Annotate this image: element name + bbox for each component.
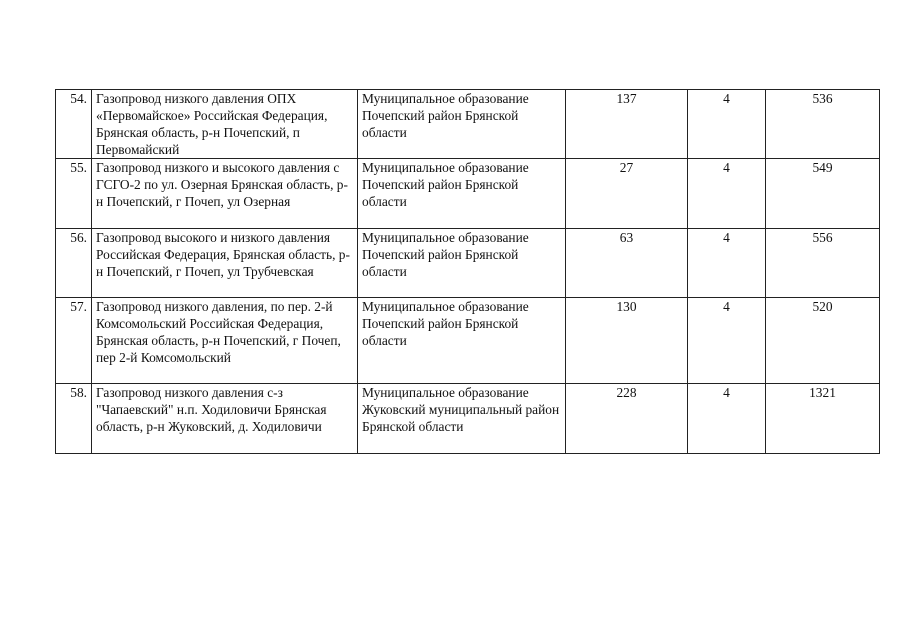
owner-name-text: Муниципальное образование Почепский район Брянской области — [362, 91, 529, 140]
object-name — [92, 159, 358, 229]
table-row — [56, 384, 880, 454]
object-name-text: Газопровод высокого и низкого давления Российская Федерация, Брянская область, р-н Почепский, г Почеп, ул Трубчевская — [96, 230, 350, 279]
owner-name — [358, 159, 566, 229]
table-row — [56, 159, 880, 229]
row-number: 56. — [56, 229, 92, 298]
row-number: 55. — [56, 159, 92, 229]
owner-name — [358, 90, 566, 159]
value-cell-1: 130 — [566, 298, 688, 384]
object-name-text: Газопровод низкого и высокого давления с ГСГО-2 по ул. Озерная Брянская область, р-н Почепский, г Почеп, ул Озерная — [96, 160, 348, 209]
gas-pipeline-registry-table — [55, 89, 880, 454]
value-cell-2: 4 — [688, 90, 766, 159]
object-name-text: Газопровод низкого давления с-з "Чапаевский" н.п. Ходиловичи Брянская область, р-н Жуковский, д. Ходиловичи — [96, 385, 327, 434]
table-row — [56, 298, 880, 384]
object-name-text: Газопровод низкого давления, по пер. 2-й Комсомольский Российская Федерация, Брянская область, р-н Почепский, г Почеп, пер 2-й Комсомольский — [96, 299, 341, 365]
row-number: 54. — [56, 90, 92, 159]
value-cell-3: 1321 — [766, 384, 880, 454]
value-cell-2: 4 — [688, 384, 766, 454]
owner-name-text: Муниципальное образование Жуковский муниципальный район Брянской области — [362, 385, 560, 434]
object-name — [92, 229, 358, 298]
row-number: 57. — [56, 298, 92, 384]
owner-name — [358, 298, 566, 384]
owner-name-text: Муниципальное образование Почепский район Брянской области — [362, 160, 529, 209]
object-name — [92, 384, 358, 454]
row-number: 58. — [56, 384, 92, 454]
value-cell-1: 228 — [566, 384, 688, 454]
value-cell-1: 63 — [566, 229, 688, 298]
table-row — [56, 90, 880, 159]
object-name — [92, 298, 358, 384]
value-cell-3: 536 — [766, 90, 880, 159]
object-name — [92, 90, 358, 159]
value-cell-1: 137 — [566, 90, 688, 159]
owner-name — [358, 229, 566, 298]
value-cell-1: 27 — [566, 159, 688, 229]
table-row — [56, 229, 880, 298]
owner-name-text: Муниципальное образование Почепский район Брянской области — [362, 230, 529, 279]
value-cell-2: 4 — [688, 159, 766, 229]
value-cell-2: 4 — [688, 298, 766, 384]
owner-name-text: Муниципальное образование Почепский район Брянской области — [362, 299, 529, 348]
object-name-text: Газопровод низкого давления ОПХ «Первомайское» Российская Федерация, Брянская область, р-н Почепский, п Первомайский — [96, 91, 328, 157]
value-cell-3: 549 — [766, 159, 880, 229]
value-cell-2: 4 — [688, 229, 766, 298]
value-cell-3: 520 — [766, 298, 880, 384]
owner-name — [358, 384, 566, 454]
value-cell-3: 556 — [766, 229, 880, 298]
